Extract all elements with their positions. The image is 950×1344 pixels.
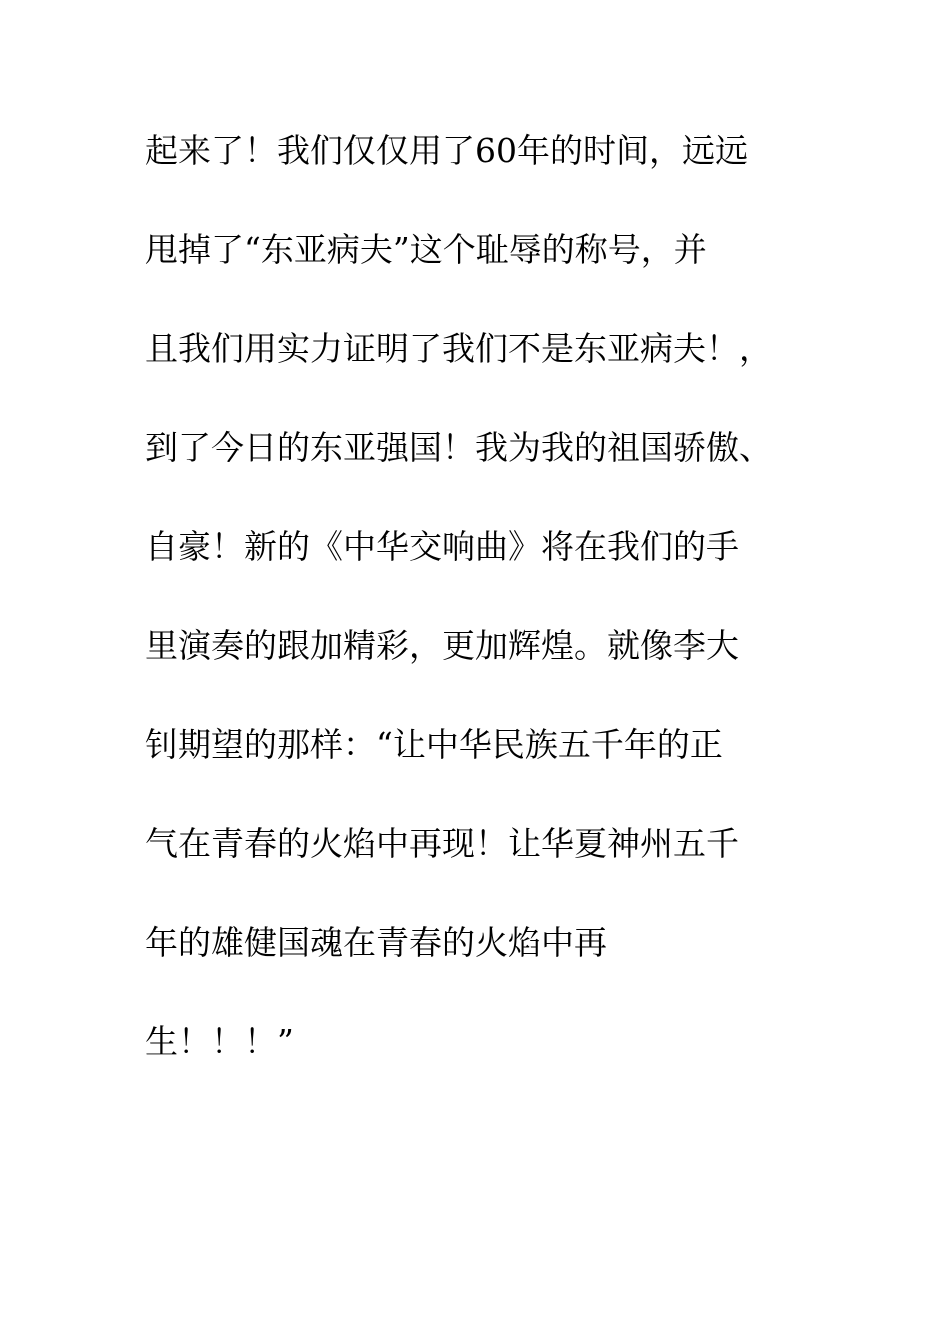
text-line-5: 自豪！新的《中华交响曲》将在我们的手: [145, 527, 739, 566]
body-text: [145, 126, 825, 1116]
text-line-3: 且我们用实力证明了我们不是东亚病夫！，: [145, 329, 772, 368]
text-line-8: 气在青春的火焰中再现！让华夏神州五千: [145, 824, 739, 863]
text-line-4: 到了今日的东亚强国！我为我的祖国骄傲、: [145, 428, 772, 467]
text-line-7: 钊期望的那样：“让中华民族五千年的正: [145, 725, 723, 764]
text-line-9: 年的雄健国魂在青春的火焰中再: [145, 923, 607, 962]
text-line-1: 起来了！我们仅仅用了60年的时间，远远: [145, 131, 748, 170]
text-line-6: 里演奏的跟加精彩，更加辉煌。就像李大: [145, 626, 739, 665]
text-line-10: 生！！！”: [145, 1022, 294, 1061]
text-line-2: 甩掉了“东亚病夫”这个耻辱的称号，并: [145, 230, 707, 269]
